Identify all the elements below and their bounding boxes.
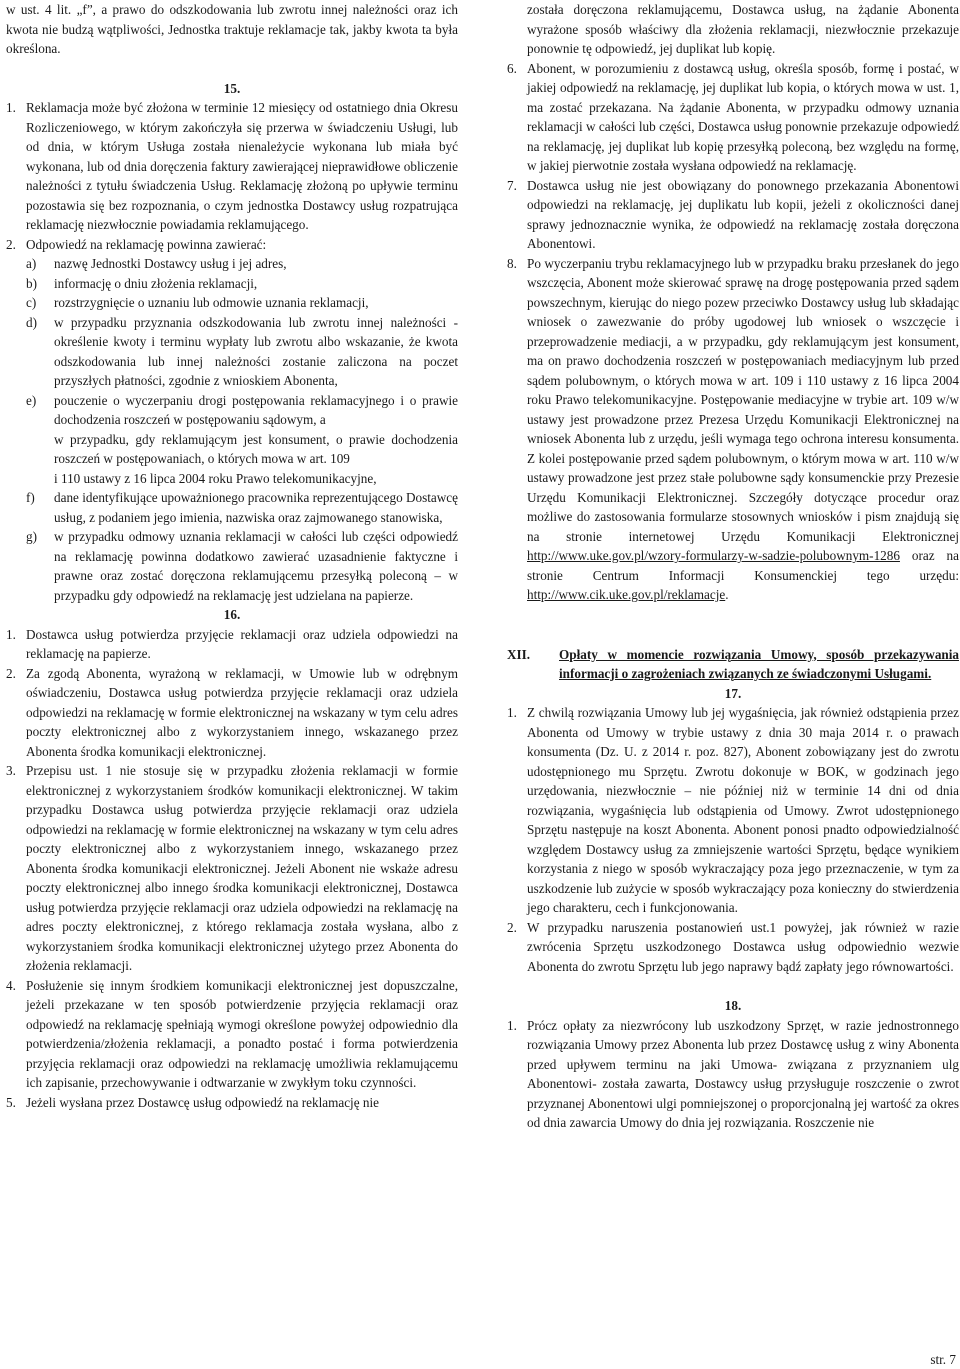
item-text: Reklamacja może być złożona w terminie 12 miesięcy od ostatniego dnia Okresu Rozliczeniowego, w którym zakończyła się przerwa w świadczeniu Usługi, lub od dnia, w którym Usługa została nienależycie wykonana lub miała być wykonana, lub od dnia doręczenia faktury zawierającej nieprawidłowe obliczenie należności z tytułu świadczenia Usług. Reklamację złożoną po upływie terminu pozostawia się bez rozpoznania, o czym jednostka Dostawcy usług rozpatrująca reklamację niezwłocznie powiadamia reklamującego. — [26, 100, 458, 232]
s18-item-1 — [507, 1016, 959, 1133]
left-column — [6, 0, 458, 1112]
sub-text: informację o dniu złożenia reklamacji, — [54, 275, 258, 291]
sub-item-g — [26, 527, 458, 605]
sub-item-c — [26, 293, 458, 313]
item-number: 1. — [507, 1017, 517, 1033]
item-number: 1. — [507, 705, 517, 720]
item-number: 2. — [6, 236, 16, 252]
sub-label: g) — [26, 529, 37, 544]
chapter-number: XII. — [507, 646, 531, 662]
item-text: Przepisu ust. 1 nie stosuje się w przypadku złożenia reklamacji w formie elektronicznej z wykorzystaniem środków komunikacji elektronicznej. W takim przypadku Dostawca usług potwierdza przyjęcie reklamacji oraz udziela odpowiedzi na reklamację w formie elektronicznej na wskazany w tym celu adres poczty elektronicznej albo z wykorzystaniem innego, wskazanego przez Abonenta środka komunikacji elektronicznej. Jeżeli Abonent nie wskaże adresu poczty elektronicznej albo innego środka komunikacji elektronicznej, Dostawca usług potwierdza przyjęcie reklamacji oraz udziela odpowiedzi na reklamację na adres poczty elektronicznej, z którego reklamacja została wysłana, albo z wykorzystaniem środka komunikacji elektronicznej użytego przez Abonenta do złożenia reklamacji. — [26, 763, 458, 973]
sub-item-e — [26, 391, 458, 430]
item-text: Odpowiedź na reklamację powinna zawierać: — [26, 236, 267, 252]
item-number: 5. — [6, 1094, 16, 1110]
cik-complaints-link[interactable]: http://www.cik.uke.gov.pl/reklamacje — [527, 587, 726, 602]
sub-item-d — [26, 313, 458, 391]
item-text: Dostawca usług potwierdza przyjęcie reklamacji oraz udziela odpowiedzi na reklamację na papierze. — [26, 626, 458, 661]
item-number: 8. — [507, 255, 517, 271]
item-text: Jeżeli wysłana przez Dostawcę usług odpowiedź na reklamację nie — [26, 1094, 379, 1110]
item-number: 6. — [507, 60, 517, 76]
sub-label: c) — [26, 295, 37, 310]
sub-item-e-continuation-2: i 110 ustawy z 16 lipca 2004 roku Prawo telekomunikacyjne, — [54, 470, 377, 486]
page-number: str. 7 — [930, 1351, 956, 1367]
s16-item-2 — [6, 664, 458, 762]
sub-label: e) — [26, 392, 37, 408]
s17-item-1 — [507, 703, 959, 918]
item-number: 2. — [507, 919, 517, 935]
item-number: 7. — [507, 177, 517, 193]
item-text — [527, 254, 959, 605]
item-text: Abonent, w porozumieniu z dostawcą usług, określa sposób, formę i postać, w jakiej odpowiedź na reklamację, jej duplikat lub kopia, o których mowa w ust. 1, ma zostać przekazana. Na żądanie Abonenta, w przypadku odmowy uznania reklamacji w całości lub części, Dostawca usług ponownie przekazuje odpowiedź na reklamację, jej duplikat lub kopię przesyłką poleconą, bez względu na formę, w jakiej pierwotnie została wysłana odpowiedź na reklamację. — [527, 60, 959, 173]
sub-label: b) — [26, 275, 37, 291]
item-text: Prócz opłaty za niezwrócony lub uszkodzony Sprzęt, w razie jednostronnego rozwiązania Umowy przez Abonenta lub przez Dostawcę usług z winy Abonenta przed upływem terminu na jaki Umowa- związana z przyznaniem ulg Abonentowi- została zawarta, Dostawcy usług przysługuje roszczenie o zwrot przyznanej Abonentowi ulgi pomniejszonej o proporcjonalną jej wartość za okres od dnia zawarcia Umowy do dnia jej rozwiązania. Roszczenie nie — [527, 1017, 959, 1130]
intro-paragraph: w ust. 4 lit. „f”, a prawo do odszkodowania lub zwrotu innej należności oraz ich kwota nie budzą wątpliwości, Jednostka traktuje reklamacje tak, jakby kwota ta była określona. — [6, 2, 458, 56]
chapter-title: Opłaty w momencie rozwiązania Umowy, sposób przekazywania informacji o zagrożeniach związanych ze świadczonymi Usługami. — [559, 646, 959, 681]
item-8-mid: oraz na stronie Centrum Informacji Konsumenckiej tego urzędu: — [527, 548, 959, 583]
sub-item-a — [26, 254, 458, 274]
chapter-xii-heading — [507, 645, 959, 684]
s17-item-2 — [507, 918, 959, 977]
sub-text: nazwę Jednostki Dostawcy usług i jej adres, — [54, 256, 287, 271]
item-number: 2. — [6, 665, 16, 681]
sub-label: a) — [26, 256, 37, 271]
section-17-heading: 17. — [724, 685, 742, 701]
section-15-heading: 15. — [223, 80, 241, 96]
item-number: 1. — [6, 626, 16, 642]
uke-forms-link[interactable]: http://www.uke.gov.pl/wzory-formularzy-w-sadzie-polubownym-1286 — [527, 548, 900, 563]
item-text: Za zgodą Abonenta, wyrażoną w reklamacji, w Umowie lub w odrębnym oświadczeniu, Dostawca usług potwierdza przyjęcie reklamacji oraz udziela odpowiedzi na reklamację w formie elektronicznej na wskazany w tym celu adres poczty elektronicznej albo z wykorzystaniem innego, wskazanego przez Abonenta środka komunikacji elektronicznej. — [26, 665, 458, 759]
item-number: 1. — [6, 100, 16, 115]
s16-item-7 — [507, 176, 959, 254]
s16-item-6 — [507, 59, 959, 176]
sub-label: d) — [26, 314, 37, 330]
item-text: Posłużenie się innym środkiem komunikacji elektronicznej jest dopuszczalne, jeżeli przekazane w ten sposób potwierdzenie przyjęcia reklamacji oraz odpowiedź na reklamację spełniają wymogi określone powyżej odpowiednio dla potwierdzenia/złożenia reklamacji, a ponadto postać i forma potwierdzenia przyjęcia reklamacji oraz odpowiedzi na reklamację umożliwia reklamującemu ich zapisanie, przechowywanie i odtwarzanie w zwykłym toku czynności. — [26, 977, 458, 1090]
item-text: W przypadku naruszenia postanowień ust.1 powyżej, jak również w razie zwrócenia Sprzętu uszkodzonego Dostawca usług odpowiednio wezwie Abonenta do zwrotu Sprzętu lub jego naprawy bądź zapłaty jego równowartości. — [527, 919, 959, 974]
s16-item-1 — [6, 625, 458, 664]
sub-text: pouczenie o wyczerpaniu drogi postępowania reklamacyjnego i o prawie dochodzenia roszczeń w postępowaniu sądowym, a — [54, 392, 458, 427]
s15-item-2 — [6, 235, 458, 255]
s16-item-8 — [507, 254, 959, 605]
right-column — [507, 0, 959, 1133]
s15-item-1 — [6, 98, 458, 235]
s16-item-3 — [6, 761, 458, 976]
sub-text: rozstrzygnięcie o uznaniu lub odmowie uznania reklamacji, — [54, 295, 369, 310]
item-number: 3. — [6, 763, 16, 778]
section-16-heading: 16. — [223, 607, 241, 622]
sub-text: w przypadku przyznania odszkodowania lub zwrotu innej należności - określenie kwoty i terminu wypłaty lub zwrotu albo wskazanie, że kwota odszkodowania lub innej należności zostanie zaliczona na poczet przyszłych płatności, zgodnie z wnioskiem Abonenta, — [54, 314, 458, 388]
s16-item-5 — [6, 1093, 458, 1113]
item-8-body: Po wyczerpaniu trybu reklamacyjnego lub w przypadku braku przesłanek do jego wszczęcia, Abonent może skierować sprawę na drogę postępowania przed sądem powszechnym, kierując do niego pozew przeciwko Dostawcy usług lub składając wniosek o zawezwanie do próby ugodowej lub wniosek o wszczęcie i przeprowadzenie mediacji, a w przypadku, gdy reklamującym jest konsument, ma on prawo dochodzenia roszczeń w postępowaniach mediacyjnym lub przed sądem polubownym, o których mowa w art. 109 i 110 ustawy z 16 lipca 2004 roku Prawo telekomunikacyjne. Postępowanie mediacyjne w trybie art. 109 w/w ustawy jest prowadzone przez Prezesa Urzędu Komunikacji Elektronicznej na wniosek Abonenta lub z urzędu, jeśli wymaga tego ochrona interesu konsumenta. Z kolei postępowanie przed sądem polubownym, o którym mowa w art. 110 w/w ustawy prowadzone jest przez stałe polubowne sądy konsumenckie przy Prezesie Urzędu Komunikacji Elektronicznej. Szczegóły dotyczące procedur oraz możliwe do zastosowania formularze stosownych wniosków i pism znajdują się na stronie internetowej Urzędu Komunikacji Elektronicznej — [527, 255, 959, 544]
item-number: 4. — [6, 977, 16, 993]
item-8-end: . — [725, 587, 729, 602]
sub-item-f — [26, 488, 458, 527]
sub-text: dane identyfikujące upoważnionego pracownika reprezentującego Dostawcę usług, z podaniem jego imienia, nazwiska oraz zajmowanego stanowiska, — [54, 490, 458, 525]
sub-label: f) — [26, 490, 35, 505]
item-text: Z chwilą rozwiązania Umowy lub jej wygaśnięcia, jak również odstąpienia przez Abonenta od Umowy w trybie ustawy z dnia 30 maja 2014 r. o prawach konsumenta (Dz. U. z 2014 r. poz. 827), Abonent zobowiązany jest do zwrotu udostępnionego mu Sprzętu. Zwrotu dokonuje w BOK, w godzinach jego urzędowania, niezwłocznie – nie później niż w terminie 14 dni od dnia rozwiązania, wygaśnięcia lub odstąpienia od Umowy. Zwrot udostępnionego Sprzętu następuje na koszt Abonenta. Abonent ponosi pnadto odpowiedzialność względem Dostawcy usług za zmniejszenie wartości Sprzętu, będące wynikiem korzystania z niego w sposób wykraczający poza jego przeznaczenie, w tym za uszkodzenie lub zużycie w sposób wykraczający poza konieczny do stwierdzenia jego charakteru, cech i funkcjonowania. — [527, 705, 959, 915]
sub-text: w przypadku odmowy uznania reklamacji w całości lub części odpowiedź na reklamację powinna dodatkowo zawierać uzasadnienie faktyczne i prawne oraz zostać doręczona reklamującemu przesyłką poleconą – w przypadku gdy odpowiedź na reklamację jest udzielana na papierze. — [54, 529, 458, 603]
s16-item-4 — [6, 976, 458, 1093]
s16-item-5-continuation: została doręczona reklamującemu, Dostawca usług, na żądanie Abonenta wyrażone sposób właściwy dla złożenia reklamacji, niezwłocznie przekazuje ponownie tę odpowiedź, jej duplikat lub kopię. — [527, 2, 959, 56]
sub-item-e-continuation: w przypadku, gdy reklamującym jest konsument, o prawie dochodzenia roszczeń w postępowaniach, o których mowa w art. 109 — [54, 431, 458, 466]
sub-item-b — [26, 274, 458, 294]
section-18-heading: 18. — [724, 998, 742, 1013]
item-text: Dostawca usług nie jest obowiązany do ponownego przekazania Abonentowi odpowiedzi na reklamację, jej duplikatu lub kopii, jeżeli z okoliczności danej sprawy jednoznacznie wynika, że odpowiedź na reklamację została doręczona Abonentowi. — [527, 177, 959, 251]
